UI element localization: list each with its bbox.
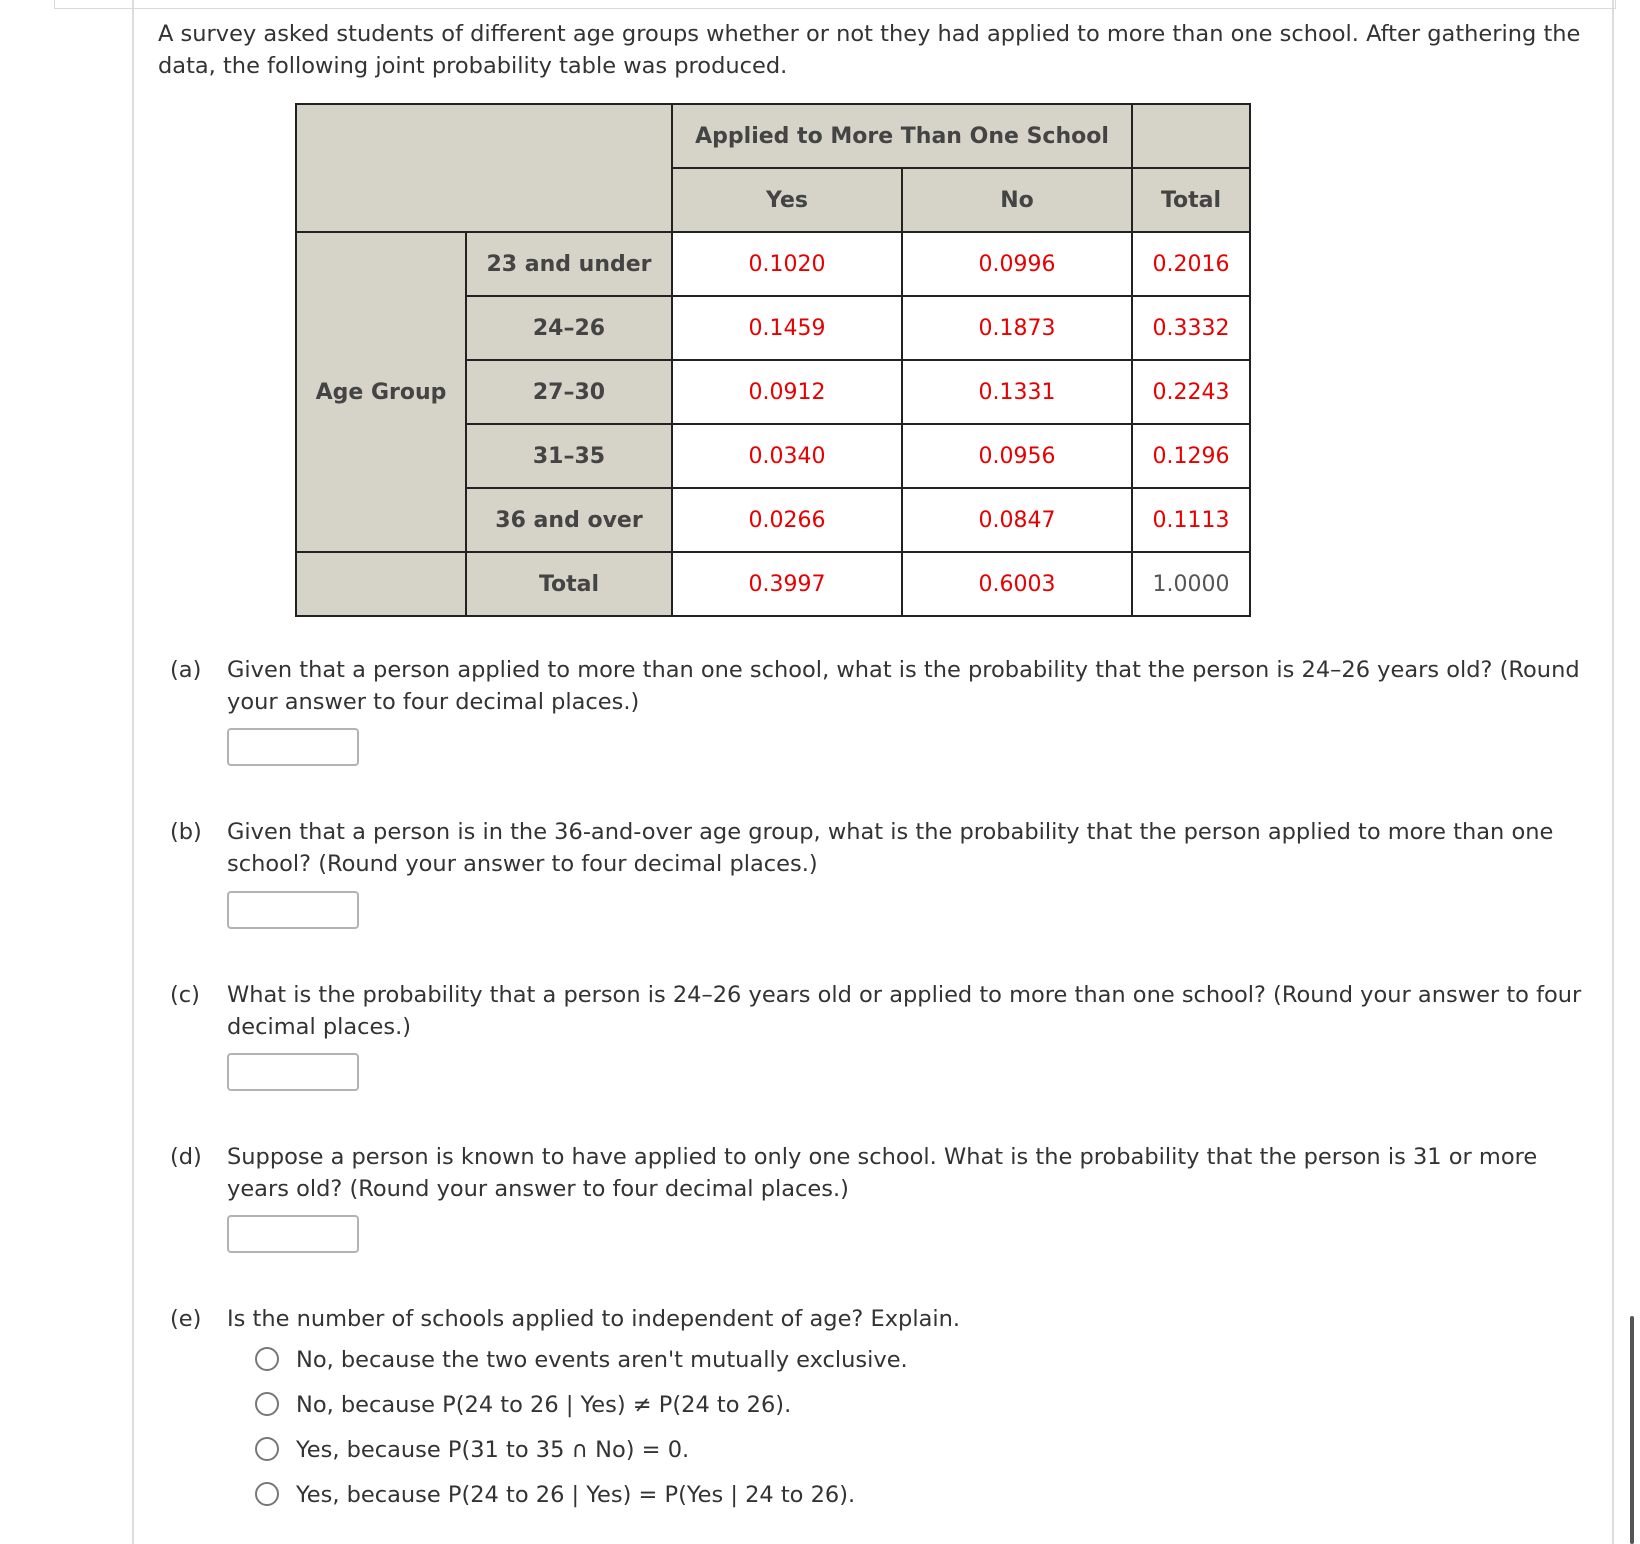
question-label: (d)	[170, 1144, 202, 1170]
answer-input-d[interactable]	[227, 1215, 359, 1253]
cell-total: 0.1113	[1132, 488, 1250, 552]
cell-no: 0.0996	[902, 232, 1132, 296]
row-label-total: Total	[466, 552, 672, 616]
total-no: 0.6003	[902, 552, 1132, 616]
row-label: 36 and over	[466, 488, 672, 552]
question-label: (c)	[170, 982, 200, 1008]
question-c	[170, 979, 1590, 1045]
row-label: 23 and under	[466, 232, 672, 296]
cell-total: 0.2243	[1132, 360, 1250, 424]
answer-input-c[interactable]	[227, 1053, 359, 1091]
col-header-total: Total	[1132, 168, 1250, 232]
cell-yes: 0.1459	[672, 296, 902, 360]
option-text: Yes, because P(31 to 35 ∩ No) = 0.	[296, 1437, 690, 1463]
cell-total: 0.1296	[1132, 424, 1250, 488]
table-row	[296, 232, 1250, 296]
radio-circle-icon[interactable]	[255, 1347, 279, 1371]
cell-yes: 0.0266	[672, 488, 902, 552]
question-text: Suppose a person is known to have applied to only one school. What is the probability that the person is 31 or more years old? (Round your answer to four decimal places.)	[227, 1144, 1538, 1202]
total-blank-cell	[296, 552, 466, 616]
joint-probability-table	[295, 103, 1251, 617]
grand-total: 1.0000	[1132, 552, 1250, 616]
question-e	[170, 1303, 1590, 1337]
cell-total: 0.2016	[1132, 232, 1250, 296]
radio-circle-icon[interactable]	[255, 1437, 279, 1461]
option-text: Yes, because P(24 to 26 | Yes) = P(Yes | 24 to 26).	[296, 1482, 856, 1508]
cell-no: 0.0847	[902, 488, 1132, 552]
radio-circle-icon[interactable]	[255, 1482, 279, 1506]
total-row	[296, 552, 1250, 616]
scrollbar-thumb[interactable]	[1630, 1316, 1634, 1544]
row-label: 31–35	[466, 424, 672, 488]
row-label: 24–26	[466, 296, 672, 360]
cell-no: 0.1873	[902, 296, 1132, 360]
question-text: What is the probability that a person is 24–26 years old or applied to more than one school? (Round your answer to four decimal places.)	[227, 982, 1582, 1040]
cell-yes: 0.0912	[672, 360, 902, 424]
question-label: (a)	[170, 657, 202, 683]
row-label: 27–30	[466, 360, 672, 424]
col-header-yes: Yes	[672, 168, 902, 232]
answer-input-a[interactable]	[227, 728, 359, 766]
cell-no: 0.0956	[902, 424, 1132, 488]
question-text: Given that a person applied to more than one school, what is the probability that the person is 24–26 years old? (Round your answer to four decimal places.)	[227, 657, 1580, 715]
option-text: No, because P(24 to 26 | Yes) ≠ P(24 to 26).	[296, 1392, 792, 1418]
question-d	[170, 1141, 1590, 1207]
cell-yes: 0.0340	[672, 424, 902, 488]
cell-no: 0.1331	[902, 360, 1132, 424]
cell-yes: 0.1020	[672, 232, 902, 296]
question-a	[170, 654, 1590, 720]
row-group-label: Age Group	[296, 232, 466, 552]
col-header-no: No	[902, 168, 1132, 232]
corner-cell	[296, 104, 672, 232]
group-header: Applied to More Than One School	[672, 104, 1132, 168]
answer-input-b[interactable]	[227, 891, 359, 929]
radio-circle-icon[interactable]	[255, 1392, 279, 1416]
question-text: Given that a person is in the 36-and-over age group, what is the probability that the person applied to more than one school? (Round your answer to four decimal places.)	[227, 819, 1554, 877]
question-label: (b)	[170, 819, 202, 845]
cell-total: 0.3332	[1132, 296, 1250, 360]
intro-text: A survey asked students of different age groups whether or not they had applied to more than one school. After gathering the data, the following joint probability table was produced.	[158, 21, 1581, 79]
option-text: No, because the two events aren't mutually exclusive.	[296, 1347, 908, 1373]
question-b	[170, 816, 1590, 882]
question-text: Is the number of schools applied to independent of age? Explain.	[227, 1306, 961, 1332]
total-yes: 0.3997	[672, 552, 902, 616]
question-label: (e)	[170, 1306, 202, 1332]
blank-header	[1132, 104, 1250, 168]
